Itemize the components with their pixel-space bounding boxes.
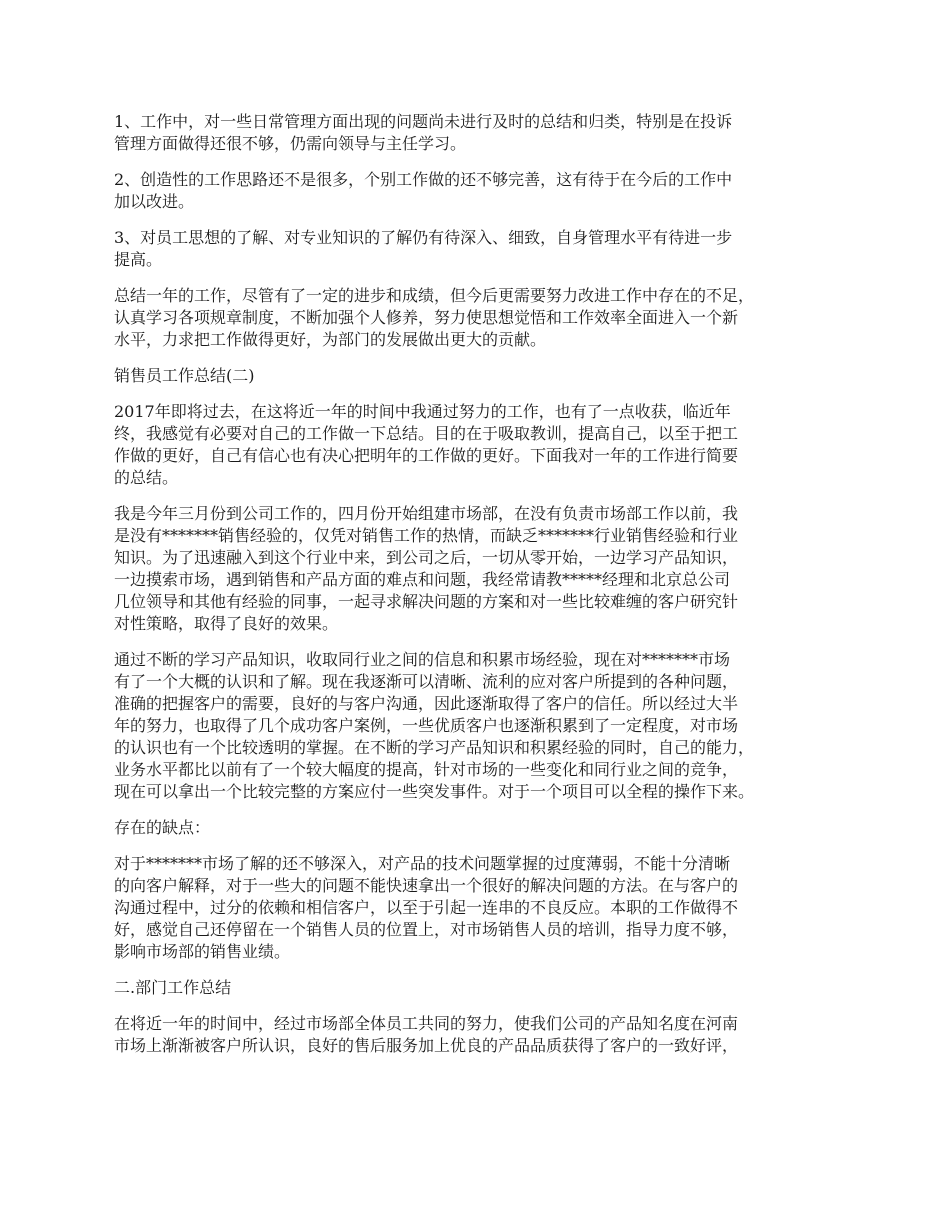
text-line: 影响市场部的销售业绩。 xyxy=(114,942,291,961)
paragraph-8 xyxy=(114,853,854,963)
text-line: 有了一个大概的认识和了解。现在我逐渐可以清晰、流利的应对客户所提到的各种问题， xyxy=(114,672,739,691)
text-line: 准确的把握客户的需要，良好的与客户沟通，因此逐渐取得了客户的信任。所以经过大半 xyxy=(114,694,739,713)
paragraph-9 xyxy=(114,1013,854,1057)
department-summary-heading xyxy=(114,977,854,999)
paragraph-1 xyxy=(114,111,854,155)
text-line: 对性策略，取得了良好的效果。 xyxy=(114,614,339,633)
text-line: 对于*******市场了解的还不够深入，对产品的技术问题掌握的过度薄弱，不能十分清晰 xyxy=(114,854,731,873)
text-line: 总结一年的工作，尽管有了一定的进步和成绩，但今后更需要努力改进工作中存在的不足， xyxy=(114,286,755,305)
shortcomings-heading xyxy=(114,817,854,839)
text-line: 销售员工作总结(二) xyxy=(114,366,255,385)
text-line: 作做的更好，自己有信心也有决心把明年的工作做的更好。下面我对一年的工作进行简要 xyxy=(114,446,739,465)
text-line: 存在的缺点： xyxy=(114,818,211,837)
text-line: 市场上渐渐被客户所认识，良好的售后服务加上优良的产品品质获得了客户的一致好评， xyxy=(114,1036,739,1055)
text-line: 的总结。 xyxy=(114,468,179,487)
text-line: 3、对员工思想的了解、对专业知识的了解仍有待深入、细致，自身管理水平有待进一步 xyxy=(114,228,733,247)
text-line: 终，我感觉有必要对自己的工作做一下总结。目的在于吸取教训，提高自己，以至于把工 xyxy=(114,424,739,443)
text-line: 2、创造性的工作思路还不是很多，个别工作做的还不够完善，这有待于在今后的工作中 xyxy=(114,170,733,189)
text-line: 管理方面做得还很不够，仍需向领导与主任学习。 xyxy=(114,134,467,153)
text-line: 加以改进。 xyxy=(114,192,195,211)
document-body xyxy=(114,111,854,1071)
text-line: 1、工作中，对一些日常管理方面出现的问题尚未进行及时的总结和归类，特别是在投诉 xyxy=(114,112,733,131)
text-line: 现在可以拿出一个比较完整的方案应付一些突发事件。对于一个项目可以全程的操作下来。 xyxy=(114,782,755,801)
text-line: 知识。为了迅速融入到这个行业中来，到公司之后，一切从零开始，一边学习产品知识， xyxy=(114,548,739,567)
text-line: 2017年即将过去，在这将近一年的时间中我通过努力的工作，也有了一点收获，临近年 xyxy=(114,402,731,421)
text-line: 一边摸索市场，遇到销售和产品方面的难点和问题，我经常请教*****经理和北京总公司 xyxy=(114,570,731,589)
paragraph-3 xyxy=(114,227,854,271)
text-line: 我是今年三月份到公司工作的，四月份开始组建市场部，在没有负责市场部工作以前，我 xyxy=(114,504,739,523)
text-line: 二.部门工作总结 xyxy=(114,978,232,997)
text-line: 的向客户解释，对于一些大的问题不能快速拿出一个很好的解决问题的方法。在与客户的 xyxy=(114,876,739,895)
text-line: 水平，力求把工作做得更好，为部门的发展做出更大的贡献。 xyxy=(114,330,547,349)
text-line: 几位领导和其他有经验的同事，一起寻求解决问题的方案和对一些比较难缠的客户研究针 xyxy=(114,592,739,611)
text-line: 业务水平都比以前有了一个较大幅度的提高，针对市场的一些变化和同行业之间的竞争， xyxy=(114,760,739,779)
text-line: 好，感觉自己还停留在一个销售人员的位置上，对市场销售人员的培训，指导力度不够， xyxy=(114,920,739,939)
text-line: 沟通过程中，过分的依赖和相信客户，以至于引起一连串的不良反应。本职的工作做得不 xyxy=(114,898,739,917)
text-line: 认真学习各项规章制度，不断加强个人修养，努力使思想觉悟和工作效率全面进入一个新 xyxy=(114,308,739,327)
text-line: 提高。 xyxy=(114,250,163,269)
section-heading xyxy=(114,365,854,387)
paragraph-4 xyxy=(114,285,854,351)
paragraph-2 xyxy=(114,169,854,213)
text-line: 的认识也有一个比较透明的掌握。在不断的学习产品知识和积累经验的同时，自己的能力， xyxy=(114,738,755,757)
text-line: 在将近一年的时间中，经过市场部全体员工共同的努力，使我们公司的产品知名度在河南 xyxy=(114,1014,739,1033)
paragraph-5 xyxy=(114,401,854,489)
text-line: 年的努力，也取得了几个成功客户案例，一些优质客户也逐渐积累到了一定程度，对市场 xyxy=(114,716,739,735)
text-line: 通过不断的学习产品知识，收取同行业之间的信息和积累市场经验，现在对*******市场 xyxy=(114,650,731,669)
paragraph-6 xyxy=(114,503,854,635)
paragraph-7 xyxy=(114,649,854,803)
text-line: 是没有*******销售经验的，仅凭对销售工作的热情，而缺乏*******行业销售经验和行业 xyxy=(114,526,739,545)
